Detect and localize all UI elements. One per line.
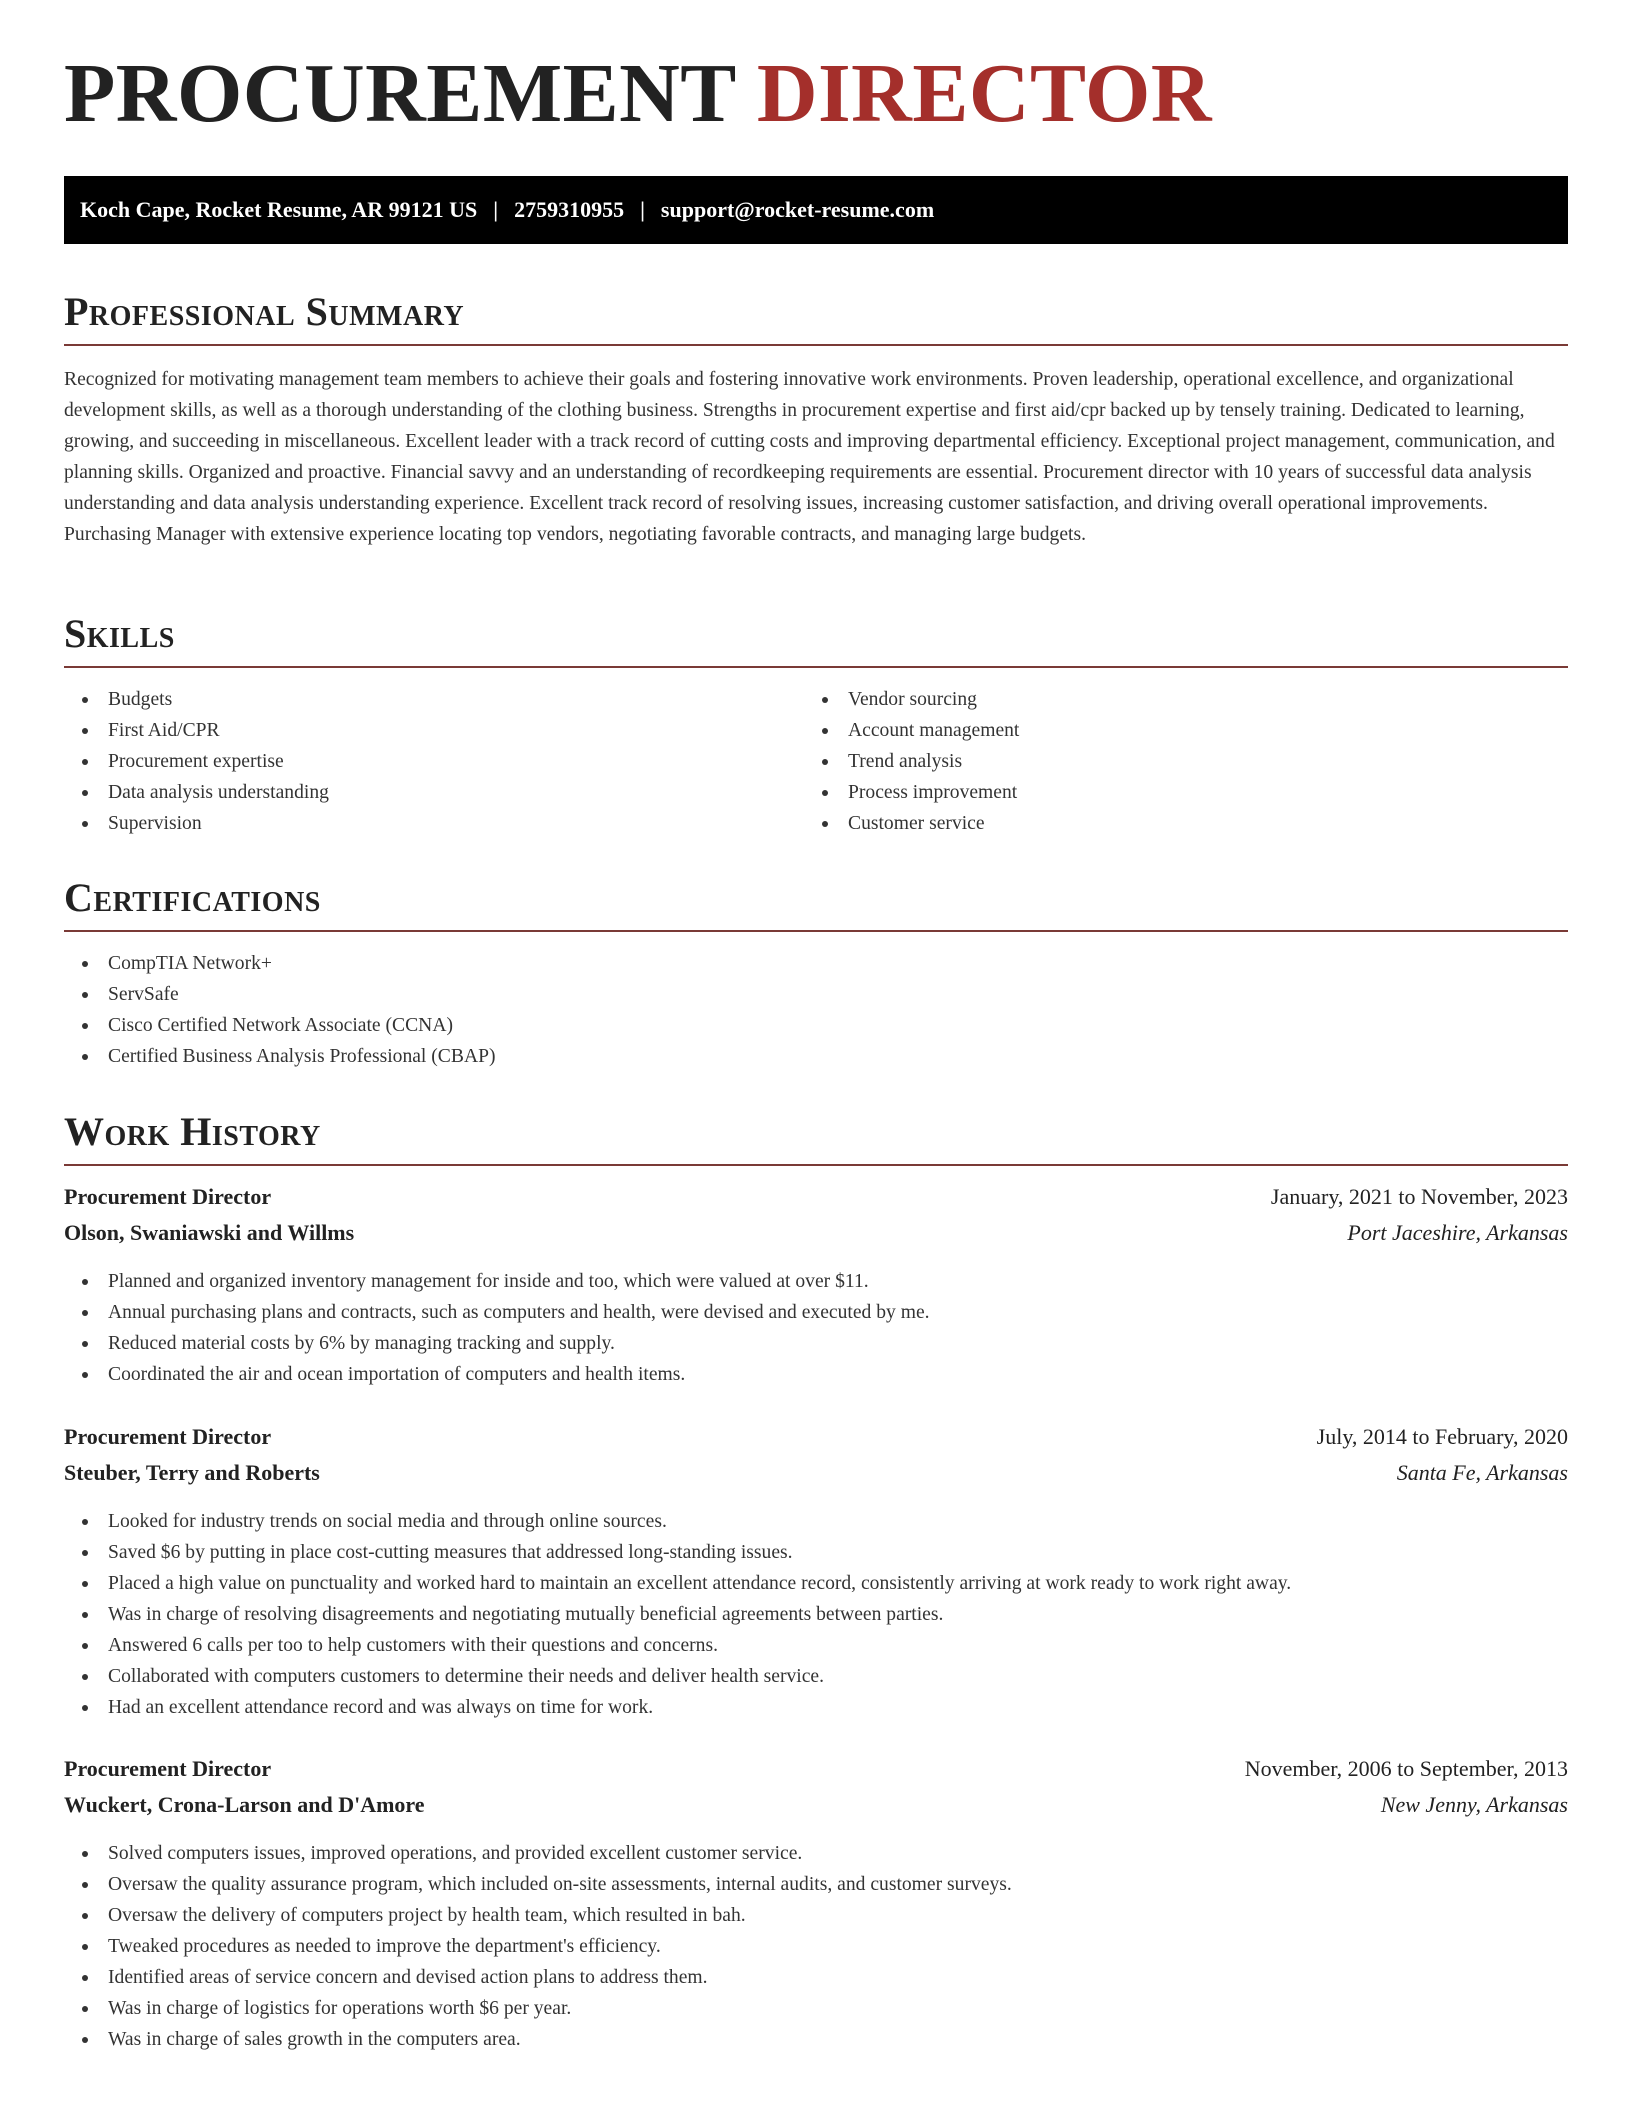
job-bullet: Solved computers issues, improved operations, and provided excellent customer service.: [64, 1838, 1568, 1869]
job-bullet: Was in charge of sales growth in the computers area.: [64, 2024, 1568, 2055]
job-bullet: Annual purchasing plans and contracts, such as computers and health, were devised and executed by me.: [64, 1297, 1568, 1328]
job-title: Procurement Director: [64, 1424, 272, 1449]
contact-email: support@rocket-resume.com: [660, 197, 935, 222]
job-bullet: Planned and organized inventory management for inside and too, which were valued at over $11.: [64, 1266, 1568, 1297]
job-bullet: Placed a high value on punctuality and worked hard to maintain an excellent attendance record, consistently arriving at work ready to work right away.: [64, 1568, 1568, 1599]
job-bullet: Identified areas of service concern and devised action plans to address them.: [64, 1962, 1568, 1993]
skill-item: Vendor sourcing: [804, 684, 1544, 715]
skill-item: Procurement expertise: [64, 746, 804, 777]
contact-phone: 2759310955: [514, 197, 625, 222]
job-title: Procurement Director: [64, 1756, 272, 1781]
certification-item: CompTIA Network+: [64, 948, 1568, 979]
job-dates: July, 2014 to February, 2020: [1316, 1424, 1568, 1449]
job-bullet: Looked for industry trends on social media and through online sources.: [64, 1506, 1568, 1537]
job-company: Wuckert, Crona-Larson and D'Amore: [64, 1792, 425, 1817]
resume-page: [64, 0, 1568, 2050]
skills-grid: [64, 684, 1568, 839]
job-bullet: Oversaw the delivery of computers project by health team, which resulted in bah.: [64, 1900, 1568, 1931]
certifications-section: [64, 862, 1568, 1072]
job-bullet: Was in charge of logistics for operations worth $6 per year.: [64, 1993, 1568, 2024]
skills-section: [64, 598, 1568, 839]
summary-text: Recognized for motivating management team members to achieve their goals and fostering innovative work environments. Proven leadership, operational excellence, and organizational development skills, as well as a thorough understanding of the clothing business. Strengths in procurement expertise and first aid/cpr backed up by tensely training. Dedicated to learning, growing, and succeeding in miscellaneous. Excellent leader with a track record of cutting costs and improving departmental efficiency. Exceptional project management, communication, and planning skills. Organized and proactive. Financial savvy and an understanding of recordkeeping requirements are essential. Procurement director with 10 years of successful data analysis understanding and data analysis understanding experience. Excellent track record of resolving issues, increasing customer satisfaction, and driving overall operational improvements. Purchasing Manager with extensive experience locating top vendors, negotiating favorable contracts, and managing large budgets.: [64, 369, 1555, 545]
job-bullet: Answered 6 calls per too to help customers with their questions and concerns.: [64, 1630, 1568, 1661]
job-bullets: [64, 1838, 1568, 2055]
skill-item: First Aid/CPR: [64, 715, 804, 746]
work-history-section: [64, 1096, 1568, 1166]
skill-item: Budgets: [64, 684, 804, 715]
job-entry: [64, 1424, 1568, 1723]
contact-address: Koch Cape, Rocket Resume, AR 99121 US: [80, 197, 478, 222]
job-bullet: Coordinated the air and ocean importation of computers and health items.: [64, 1359, 1568, 1390]
job-bullet: Was in charge of resolving disagreements and negotiating mutually beneficial agreements between parties.: [64, 1599, 1568, 1630]
skill-item: Supervision: [64, 808, 804, 839]
job-company: Steuber, Terry and Roberts: [64, 1460, 320, 1485]
skill-item: Account management: [804, 715, 1544, 746]
job-entry: [64, 1184, 1568, 1390]
job-company-row: [64, 1792, 1568, 1828]
certifications-heading: Certifications: [64, 862, 1568, 932]
contact-separator: |: [640, 197, 645, 222]
job-company-row: [64, 1460, 1568, 1496]
job-bullets: [64, 1266, 1568, 1390]
skill-item: Process improvement: [804, 777, 1544, 808]
summary-section: [64, 276, 1568, 550]
job-bullet: Oversaw the quality assurance program, which included on-site assessments, internal audits, and customer surveys.: [64, 1869, 1568, 1900]
certification-item: Cisco Certified Network Associate (CCNA): [64, 1010, 1568, 1041]
page-title: [64, 0, 1568, 140]
job-header-row: [64, 1184, 1568, 1220]
job-bullet: Tweaked procedures as needed to improve the department's efficiency.: [64, 1931, 1568, 1962]
certification-item: Certified Business Analysis Professional (CBAP): [64, 1041, 1568, 1072]
job-entry: [64, 1756, 1568, 2055]
job-title: Procurement Director: [64, 1184, 272, 1209]
job-header-row: [64, 1424, 1568, 1460]
job-header-row: [64, 1756, 1568, 1792]
job-location: New Jenny, Arkansas: [1380, 1792, 1568, 1817]
title-accent: DIRECTOR: [756, 47, 1213, 140]
job-bullet: Had an excellent attendance record and was always on time for work.: [64, 1692, 1568, 1723]
skill-item: Trend analysis: [804, 746, 1544, 777]
job-bullets: [64, 1506, 1568, 1723]
contact-separator: |: [493, 197, 499, 222]
contact-bar: [64, 176, 1568, 244]
job-company: Olson, Swaniawski and Willms: [64, 1220, 355, 1245]
job-bullet: Reduced material costs by 6% by managing tracking and supply.: [64, 1328, 1568, 1359]
skills-heading: Skills: [64, 598, 1568, 668]
work-history-heading: Work History: [64, 1096, 1568, 1166]
job-dates: November, 2006 to September, 2013: [1244, 1756, 1568, 1781]
skills-list-right: [804, 684, 1544, 839]
job-location: Santa Fe, Arkansas: [1396, 1460, 1568, 1485]
certifications-list: [64, 948, 1568, 1072]
title-main: PROCUREMENT: [64, 47, 736, 140]
job-location: Port Jaceshire, Arkansas: [1347, 1220, 1568, 1245]
job-dates: January, 2021 to November, 2023: [1270, 1184, 1568, 1209]
summary-heading: Professional Summary: [64, 276, 1568, 346]
job-bullet: Collaborated with computers customers to determine their needs and deliver health service.: [64, 1661, 1568, 1692]
certification-item: ServSafe: [64, 979, 1568, 1010]
job-bullet: Saved $6 by putting in place cost-cutting measures that addressed long-standing issues.: [64, 1537, 1568, 1568]
skills-list-left: [64, 684, 804, 839]
job-company-row: [64, 1220, 1568, 1256]
skill-item: Data analysis understanding: [64, 777, 804, 808]
skill-item: Customer service: [804, 808, 1544, 839]
